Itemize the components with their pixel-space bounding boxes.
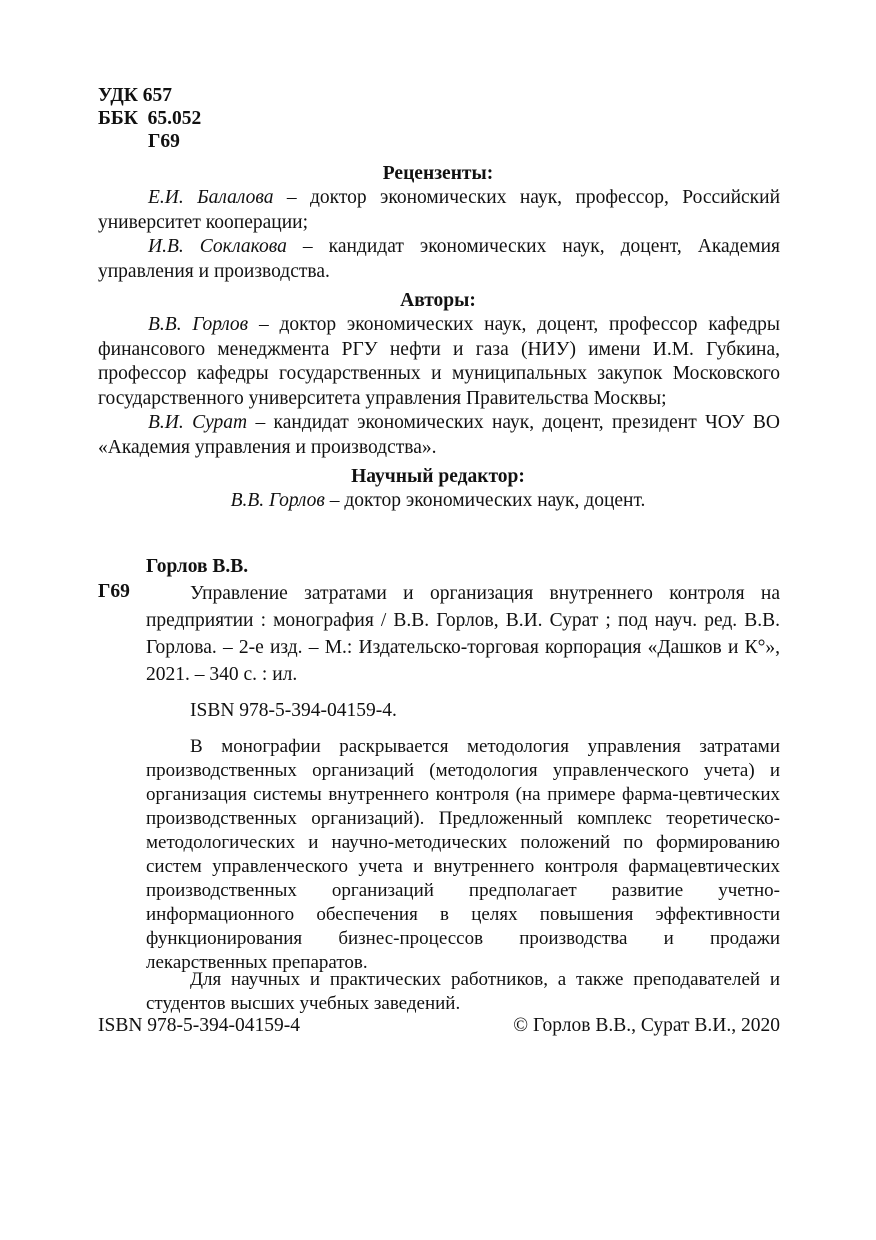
reviewer-entry	[98, 186, 780, 235]
reviewer-name: И.В. Соклакова	[148, 236, 287, 257]
author-entry	[98, 411, 780, 460]
reviewer-entry	[98, 235, 780, 284]
author-entry	[98, 313, 780, 411]
abstract-text: В монографии раскрывается методология управления затратами производственных организаций (методология управленческого учета) и организация системы внутреннего контроля (на примере фарма-цевтических производственных организаций). Предложенный комплекс теоретическо-методологических и научно-методических положений по формированию систем управленческого учета и внутреннего контроля фармацевтических производственных организаций предполагает развитие учетно-информационного обеспечения в целях повышения эффективности функционирования бизнес-процессов производства и продажи лекарственных препаратов.	[146, 736, 780, 973]
bbk-code: ББК 65.052	[98, 108, 202, 129]
bibliography-description: Управление затратами и организация внутреннего контроля на предприятии : монография / В.В. Горлов, В.И. Сурат ; под науч. ред. В.В. Горлова. – 2-е изд. – М.: Издательско-торговая корпорация «Дашков и К°», 2021. – 340 с. : ил.	[146, 583, 780, 685]
editor-description: – доктор экономических наук, доцент.	[324, 490, 646, 511]
author-description: – кандидат экономических наук, доцент, президент ЧОУ ВО «Академия управления и производства».	[98, 412, 780, 458]
author-mark: Г69	[148, 131, 180, 152]
editor-entry	[0, 489, 876, 514]
authors-heading: Авторы:	[400, 290, 476, 311]
reviewer-name: Е.И. Балалова	[148, 187, 274, 208]
author-name: В.В. Горлов	[148, 314, 249, 335]
audience-paragraph	[146, 968, 780, 1016]
reviewer-description: – кандидат экономических наук, доцент, Академия управления и производства.	[98, 236, 780, 282]
footer-isbn: ISBN 978-5-394-04159-4	[98, 1015, 301, 1036]
bibliography-isbn: ISBN 978-5-394-04159-4.	[190, 700, 397, 721]
author-description: – доктор экономических наук, доцент, профессор кафедры финансового менеджмента РГУ нефти и газа (НИУ) имени И.М. Губкина, профессор кафедры государственных и муниципальных закупок Московского государственного университета управления Правительства Москвы;	[98, 314, 780, 409]
author-name: В.И. Сурат	[148, 412, 248, 433]
editor-heading: Научный редактор:	[351, 466, 525, 487]
reviewer-description: – доктор экономических наук, профессор, Российский университет кооперации;	[98, 187, 780, 233]
audience-text: Для научных и практических работников, а также преподавателей и студентов высших учебных заведений.	[146, 969, 780, 1014]
bibliography-code: Г69	[98, 581, 130, 602]
reviewers-heading: Рецензенты:	[382, 163, 494, 184]
bibliography-author: Горлов В.В.	[146, 556, 249, 577]
classification-codes	[98, 84, 201, 153]
editor-name: В.В. Горлов	[230, 490, 325, 511]
footer-copyright: © Горлов В.В., Сурат В.И., 2020	[513, 1015, 780, 1036]
udk-code: УДК 657	[98, 85, 173, 106]
abstract-paragraph	[146, 735, 780, 975]
